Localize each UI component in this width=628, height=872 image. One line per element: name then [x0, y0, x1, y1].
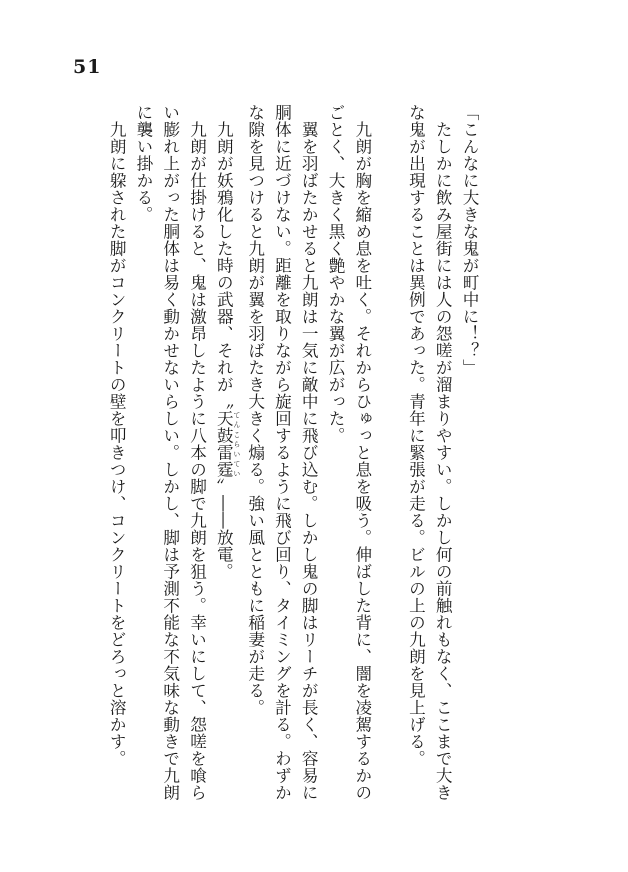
paragraph: たしかに飲み屋街には人の怨嗟が溜まりやすい。しかし何の前触れもなく、ここまで大きな鬼が出現することは異例であった。青年に緊張が走る。ビルの上の九朗を見上げる。 [406, 104, 453, 801]
paragraph: 九朗が仕掛けると、鬼は激昂したように八本の脚で九朗を狙う。幸いにして、怨嗟を喰らい膨れ上がった胴体は易く動かせないらしい。しかし、脚は予測不能な不気味な動きで九朗に襲い掛かる。 [133, 104, 207, 801]
blank-line [375, 104, 402, 804]
paragraph-dialogue: 「こんなに大きな鬼が町中に！？」 [460, 104, 479, 376]
paragraph-with-ruby [210, 104, 241, 804]
paragraph: 九朗に躱された脚がコンクリートの壁を叩きつけ、コンクリートをどろっと溶かす。 [107, 120, 127, 767]
ruby-term [214, 409, 241, 478]
ruby-base: 天鼓雷霆 [214, 409, 234, 478]
body-text [102, 104, 482, 804]
ruby-before-text: 九朗が妖鴉化した時の武器、それが〝 [214, 120, 234, 410]
ruby-after-text: 〟――放電。 [214, 477, 234, 580]
paragraph: 翼を羽ばたかせると九朗は一気に敵中に飛び込む。しかし鬼の脚はリーチが長く、容易に胴体に近づけない。距離を取りながら旋回するように飛び回り、タイミングを計る。わずかな隙を見つけると九朗が翼を羽ばたき大きく煽る。強い風とともに稲妻が走る。 [245, 104, 319, 801]
ruby-reading: てんこらいてい [232, 409, 241, 478]
paragraph: 九朗が胸を縮め息を吐く。それからひゅっと息を吸う。伸ばした背に、闇を凌駕するかのごとく、大きく黒く艶やかな翼が広がった。 [326, 104, 372, 801]
page-number: 51 [73, 56, 102, 78]
